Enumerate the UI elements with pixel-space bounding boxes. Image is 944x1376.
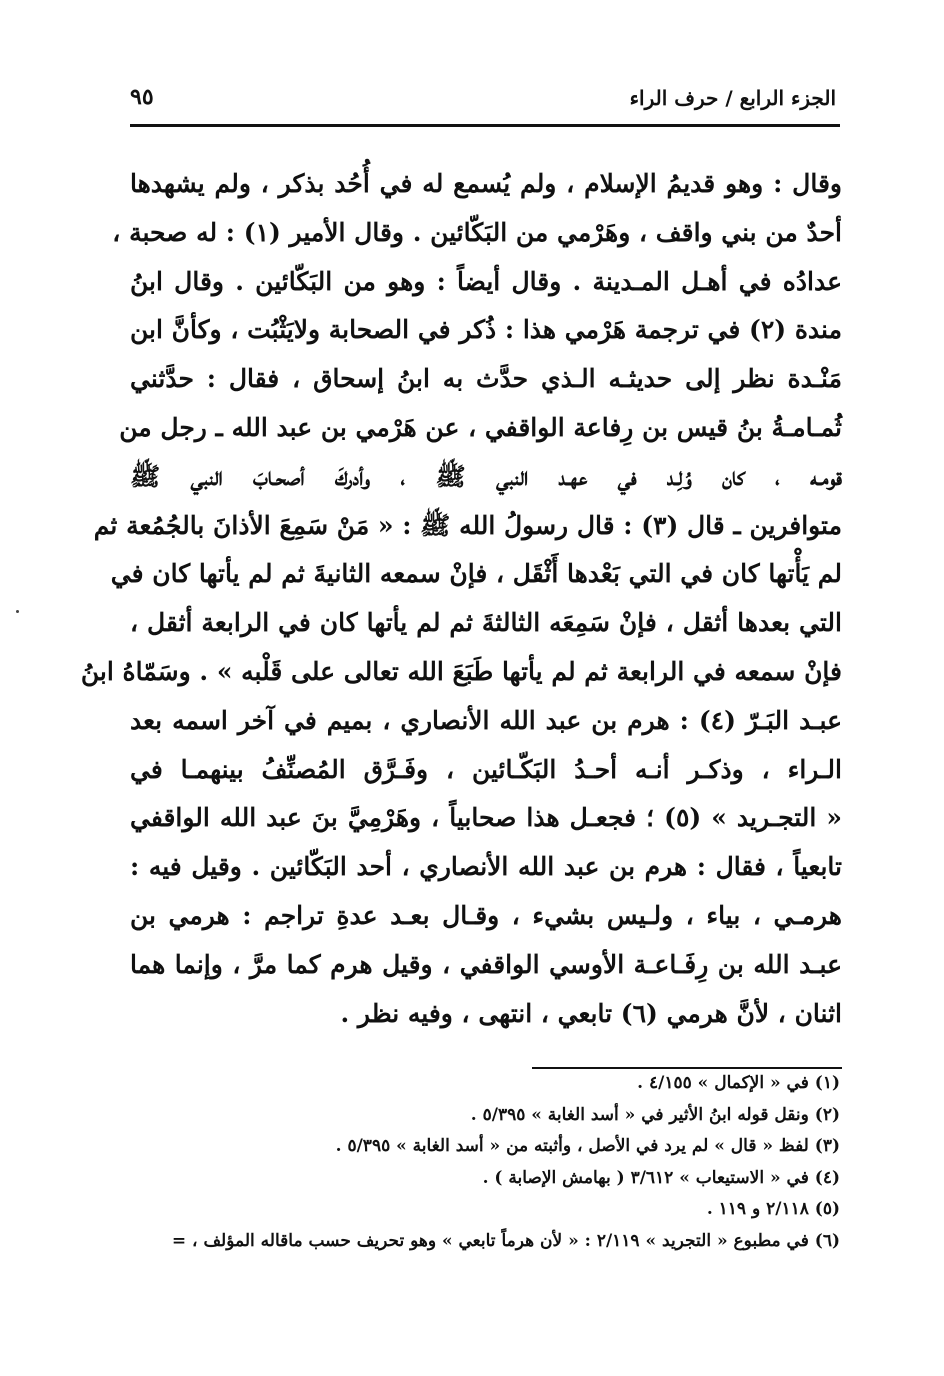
header-rule — [130, 124, 840, 127]
main-text — [80, 160, 843, 1038]
footnote: (٢) ونقل قوله ابنُ الأثير في « أسد الغابة » ٥/٣٩٥ . — [470, 1104, 840, 1125]
footnote: (١) في « الإكمال » ٤/١٥٥ . — [637, 1073, 840, 1093]
text-line: وقال : وهو قديمُ الإسلام ، ولم يُسمع له في أُحُد بذكر ، ولم يشهدها — [130, 169, 842, 198]
footnote: (٥) ٢/١١٨ و ١١٩ . — [706, 1199, 840, 1220]
text-line: الـراء ، وذكـر أنـه أحـدُ البَكّـائين ، وفَـرَّق المُصنِّفُ بينهمـا في — [130, 754, 842, 784]
text-line: تابعياً ، فقال : هرم بن عبد الله الأنصاري ، أحد البَكّائين . وقيل فيه : — [130, 852, 842, 882]
scan-speck — [16, 610, 19, 613]
text-line: فإنْ سمعه في الرابعة ثم لم يأتها طَبَعَ الله تعالى على قَلْبه » . وسَمّاهُ ابنُ — [80, 656, 842, 686]
text-line: اثنان ، لأنَّ هرمي (٦) تابعي ، انتهى ، وفيه نظر . — [340, 998, 842, 1028]
running-head — [128, 84, 836, 118]
text-line: « التجـريد » (٥) ؛ فجعـل هذا صحابياً ، وهَرْمِيَّ بنَ عبد الله الواقفي — [130, 803, 843, 833]
text-line: قومـه ، كان وُلِـد في عهـد النبي ﷺ ، وأدركَ أصحـابَ النبي ﷺ — [130, 461, 842, 491]
text-line: لم يَأْتها كان في التي بَعْدها أَثْقَل ، فإنْ سمعه الثانيةَ ثم لم يأتها كان في — [110, 559, 842, 589]
footnote: (٦) في مطبوع « التجريد » ٢/١١٩ : « لأن هرماً تابعي » وهو تحريف حسب ماقاله المؤلف ، = — [171, 1230, 840, 1251]
text-line: عبـد البَـرّ (٤) : هرم بن عبد الله الأنصاري ، بميم في آخر اسمه بعد — [130, 705, 843, 735]
footnote: (٤) في « الاستيعاب » ٣/٦١٢ ( بهامش الإصابة ) . — [482, 1167, 840, 1188]
text-line: التي بعدها أثقل ، فإنْ سَمِعَه الثالثةَ ثم لم يأتها كان في الرابعة أثقل ، — [130, 608, 842, 638]
text-line: عدادُه في أهـل المـدينة . وقال أيضاً : وهو من البَكّائين . وقال ابنُ — [130, 266, 842, 296]
text-line: هرمـي ، بياء ، ولـيس بشيء ، وقـال بعـد عدةِ تراجم : هرمي بن — [130, 900, 842, 930]
running-title: الجزء الرابع / حرف الراء — [629, 86, 836, 110]
text-line: ثُمـامـةُ بنُ قيس بن رِفاعة الواقفي ، عن هَرْمي بن عبد الله ـ رجل من — [119, 412, 842, 442]
page-number: ٩٥ — [130, 84, 154, 110]
text-line: مَنْـدة نظر إلى حديثـه الـذي حدَّث به ابنُ إسحاق ، فقال : حدَّثني — [130, 364, 842, 394]
footnote: (٣) لفظ « قال » لم يرد في الأصل ، وأثبته من « أسد الغابة » ٥/٣٩٥ . — [335, 1136, 840, 1157]
text-line: أحدٌ من بني واقف ، وهَرْمي من البَكّائين . وقال الأمير (١) : له صحبة ، — [112, 217, 842, 247]
text-line: متوافرين ـ قال (٣) : قال رسولُ الله ﷺ : « مَنْ سَمِعَ الأذانَ بالجُمُعة ثم — [93, 510, 842, 540]
footnotes — [110, 1068, 840, 1258]
text-line: عبـد الله بن رِفَـاعـة الأوسي الواقفي ، وقيل هرم كما مرَّ ، وإنما هما — [130, 949, 842, 979]
text-line: مندة (٢) في ترجمة هَرْمي هذا : ذُكر في الصحابة ولايَثْبُت ، وكأنَّ ابن — [130, 315, 842, 345]
